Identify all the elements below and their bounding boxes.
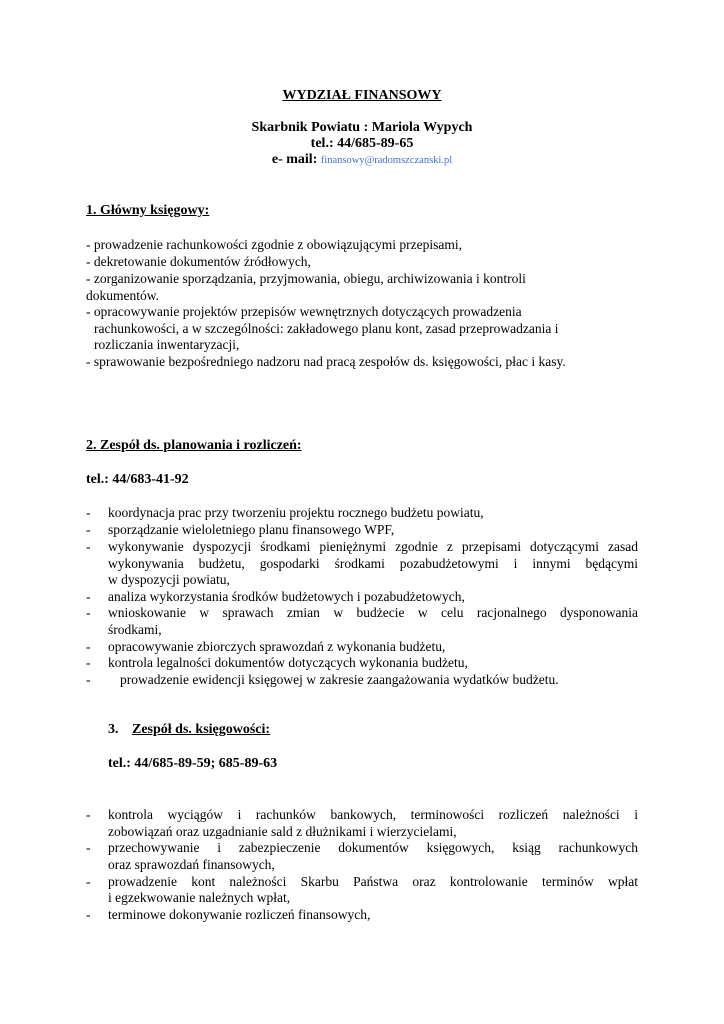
list-bullet: - [86, 840, 91, 855]
email-label: e- mail: [271, 152, 321, 167]
list-bullet: - [86, 655, 91, 670]
section2-phone: tel.: 44/683-41-92 [86, 472, 189, 487]
header-email-line [0, 151, 724, 169]
email-link[interactable]: finansowy@radomszczanski.pl [320, 155, 453, 166]
section2-heading: 2. Zespół ds. planowania i rozliczeń: [86, 438, 302, 453]
section1-line: rachunkowości, a w szczególności: zakładowego planu kont, zasad przeprowadzania i [94, 321, 559, 336]
section2-item: analiza wykorzystania środków budżetowych i pozabudżetowych, [108, 589, 465, 604]
header-phone: tel.: 44/685-89-65 [310, 136, 414, 151]
section3-item: terminowe dokonywanie rozliczeń finansowych, [108, 907, 371, 922]
section1-line: - zorganizowanie sporządzania, przyjmowania, obiegu, archiwizowania i kontroli [86, 271, 526, 286]
list-bullet: - [86, 539, 91, 554]
list-bullet: - [86, 672, 91, 687]
section3-item-cont: i egzekwowanie należnych wpłat, [108, 890, 291, 905]
section1-line: - dekretowanie dokumentów źródłowych, [86, 254, 311, 269]
section3-item: prowadzenie kont należności Skarbu Państwa oraz kontrolowanie terminów wpłat [108, 874, 638, 889]
treasurer-line: Skarbnik Powiatu : Mariola Wypych [251, 120, 473, 135]
section3-item-cont: zobowiązań oraz uzgadnianie sald z dłużnikami i wierzycielami, [108, 824, 457, 839]
section1-line: rozliczania inwentaryzacji, [94, 337, 240, 352]
list-bullet: - [86, 639, 91, 654]
section1-line: - prowadzenie rachunkowości zgodnie z obowiązującymi przepisami, [86, 237, 462, 252]
list-bullet: - [86, 807, 91, 822]
list-bullet: - [86, 907, 91, 922]
section1-line: dokumentów. [86, 288, 159, 303]
section3-item: kontrola wyciągów i rachunków bankowych, terminowości rozliczeń należności i [108, 807, 638, 822]
section2-item: prowadzenie ewidencji księgowej w zakresie zaangażowania wydatków budżetu. [120, 672, 559, 687]
section3-number: 3. [108, 722, 119, 737]
section2-item-cont: środkami, [108, 622, 162, 637]
section2-item-cont: wykonywania budżetu, gospodarki środkami pozabudżetowymi i innymi będącymi [108, 556, 638, 571]
list-bullet: - [86, 522, 91, 537]
section3-heading: Zespół ds. księgowości: [132, 722, 271, 737]
section2-item: koordynacja prac przy tworzeniu projektu rocznego budżetu powiatu, [108, 505, 484, 520]
list-bullet: - [86, 605, 91, 620]
section3-phone: tel.: 44/685-89-59; 685-89-63 [108, 756, 278, 771]
section3-item: przechowywanie i zabezpieczenie dokumentów księgowych, ksiąg rachunkowych [108, 840, 638, 855]
section2-item: sporządzanie wieloletniego planu finansowego WPF, [108, 522, 395, 537]
section2-item: opracowywanie zbiorczych sprawozdań z wykonania budżetu, [108, 639, 446, 654]
section1-line: - opracowywanie projektów przepisów wewnętrznych dotyczących prowadzenia [86, 304, 522, 319]
list-bullet: - [86, 589, 91, 604]
section1-heading: 1. Główny księgowy: [86, 203, 210, 218]
list-bullet: - [86, 505, 91, 520]
section2-item: wykonywanie dyspozycji środkami pieniężnymi zgodnie z przepisami dotyczącymi zasad [108, 539, 638, 554]
department-title: WYDZIAŁ FINANSOWY [282, 88, 442, 103]
section2-item-cont: w dyspozycji powiatu, [108, 572, 230, 587]
section2-item: kontrola legalności dokumentów dotyczących wykonania budżetu, [108, 655, 468, 670]
section2-item: wnioskowanie w sprawach zmian w budżecie w celu racjonalnego dysponowania [108, 605, 638, 620]
list-bullet: - [86, 874, 91, 889]
section1-line: - sprawowanie bezpośredniego nadzoru nad pracą zespołów ds. księgowości, płac i kasy. [86, 354, 566, 369]
section3-item-cont: oraz sprawozdań finansowych, [108, 857, 275, 872]
